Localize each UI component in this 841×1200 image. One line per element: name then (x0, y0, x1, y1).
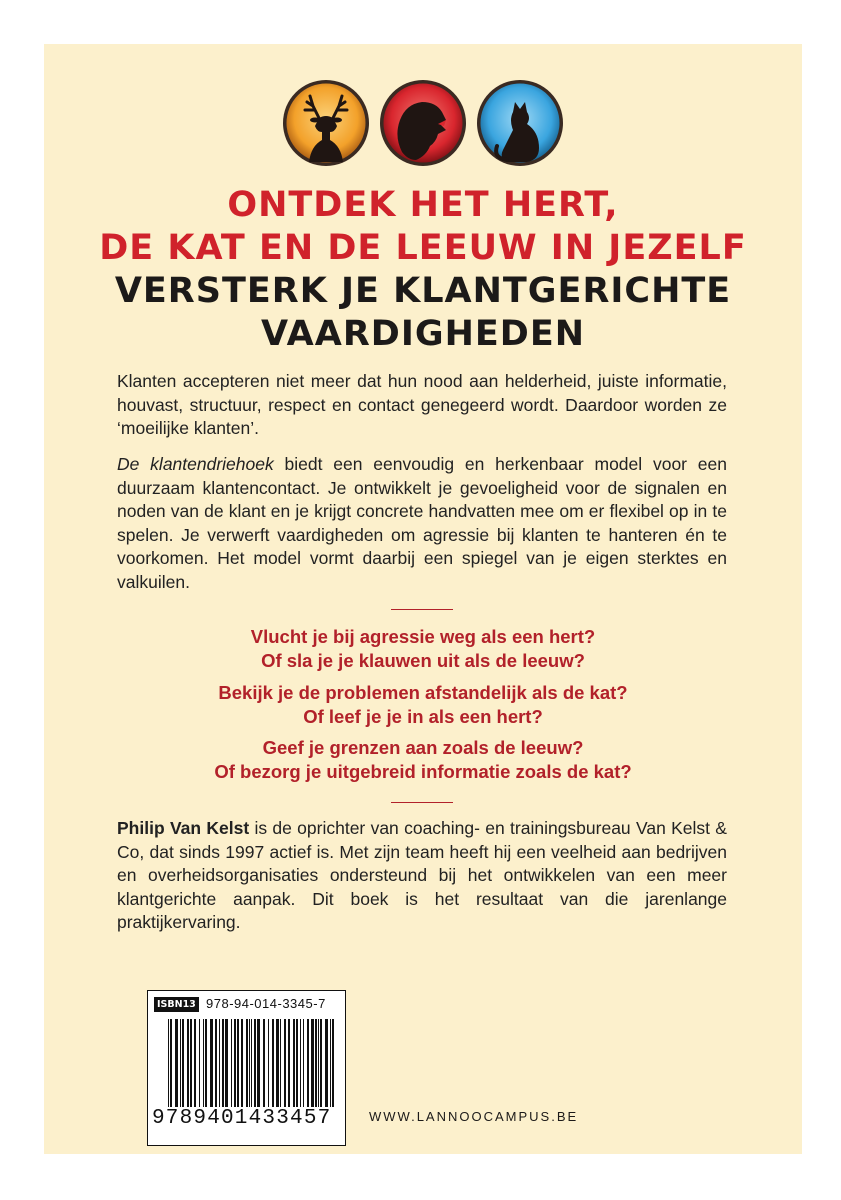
barcode-bar (293, 1019, 295, 1107)
question-1-line-2: Of sla je je klauwen uit als de leeuw? (261, 650, 585, 671)
barcode-bar (222, 1019, 224, 1107)
intro-paragraph-1 (117, 370, 727, 441)
cat-icon (477, 80, 563, 166)
intro-paragraph-2 (117, 453, 727, 595)
barcode-bar (330, 1019, 331, 1107)
question-3-line-1: Geef je grenzen aan zoals de leeuw? (262, 737, 584, 758)
barcode-bar (280, 1019, 281, 1107)
barcode-bar (168, 1019, 169, 1107)
isbn-label: ISBN13 (154, 997, 199, 1012)
headline-red-line-1: ONTDEK HET HERT, (227, 185, 619, 225)
barcode-bar (175, 1019, 178, 1107)
headline-black-line-1: VERSTERK JE KLANTGERICHTE (114, 271, 732, 311)
barcode-bar (187, 1019, 189, 1107)
barcode-bar (311, 1019, 314, 1107)
divider-top (391, 609, 453, 610)
deer-icon (283, 80, 369, 166)
barcode-bar (180, 1019, 181, 1107)
barcode-bar (263, 1019, 265, 1107)
barcode-bar (268, 1019, 269, 1107)
barcode-bar (332, 1019, 334, 1107)
intro-p2-text: biedt een eenvoudig en herkenbaar model voor een duurzaam klantencontact. Je ontwikkelt je gevoeligheid voor de signalen en noden van de klant en je krijgt concrete handvatten mee om er flexibel op in te spelen. Je verwerft vaardigheden om agressie bij klanten te hanteren én te voorkomen. Het model vormt daarbij een spiegel van je eigen sterktes en valkuilen. (117, 454, 728, 592)
barcode-digits: 9789401433457 (152, 1107, 332, 1130)
barcode-bar (194, 1019, 196, 1107)
author-bio-text: is de oprichter van coaching- en trainingsbureau Van Kelst & Co, dat sinds 1997 actief is. Met zijn team heeft hij een veelheid aan bedrijven en overheidsorganisaties ondersteund bij het ontwikkelen van een meer klantgerichte aanpak. Dit boek is het resultaat van die jarenlange praktijkervaring. (117, 818, 727, 933)
deer-medallion (283, 80, 369, 166)
barcode-bar (199, 1019, 200, 1107)
divider-bottom (391, 802, 453, 803)
lion-medallion (380, 80, 466, 166)
barcode-bar (241, 1019, 243, 1107)
barcode-bar (318, 1019, 319, 1107)
intro-p1-text: Klanten accepteren niet meer dat hun nood aan helderheid, juiste informatie, houvast, structuur, respect en contact genegeerd wordt. Daardoor worden ze ‘moeilijke klanten’. (117, 371, 727, 439)
barcode-bar (272, 1019, 274, 1107)
lion-icon (380, 80, 466, 166)
barcode-bar (257, 1019, 260, 1107)
barcode-bar (210, 1019, 213, 1107)
barcode-bar (254, 1019, 256, 1107)
barcode-bar (307, 1019, 309, 1107)
barcode-bar (246, 1019, 248, 1107)
barcode-bar (237, 1019, 239, 1107)
barcode-bar (231, 1019, 232, 1107)
barcode-bar (300, 1019, 301, 1107)
author-name: Philip Van Kelst (117, 818, 250, 838)
barcode-bar (325, 1019, 328, 1107)
barcode-bar (234, 1019, 236, 1107)
barcode-bar (251, 1019, 252, 1107)
barcode-bar (170, 1019, 172, 1107)
barcode-bar (315, 1019, 317, 1107)
barcode-bar (205, 1019, 207, 1107)
barcode-bar (288, 1019, 290, 1107)
question-2-line-2: Of leef je je in als een hert? (303, 706, 543, 727)
cat-medallion (477, 80, 563, 166)
headline-red-line-2: DE KAT EN DE LEEUW IN JEZELF (99, 228, 747, 268)
isbn-number: 978-94-014-3345-7 (206, 996, 326, 1011)
publisher-url[interactable]: WWW.LANNOOCAMPUS.BE (369, 1109, 579, 1124)
barcode-bar (249, 1019, 250, 1107)
barcode-bar (203, 1019, 204, 1107)
book-back-cover (44, 44, 802, 1154)
question-3-line-2: Of bezorg je uitgebreid informatie zoals de kat? (214, 761, 632, 782)
question-2-line-1: Bekijk je de problemen afstandelijk als de kat? (218, 682, 628, 703)
barcode-bar (182, 1019, 184, 1107)
isbn-barcode (147, 990, 346, 1146)
barcode-bar (320, 1019, 322, 1107)
animal-medallions (44, 80, 802, 170)
barcode-bars (168, 1019, 338, 1107)
barcode-bar (284, 1019, 286, 1107)
barcode-bar (276, 1019, 279, 1107)
barcode-bar (225, 1019, 228, 1107)
barcode-bar (219, 1019, 220, 1107)
headline-black-line-2: VAARDIGHEDEN (260, 314, 586, 354)
barcode-bar (303, 1019, 304, 1107)
barcode-bar (296, 1019, 298, 1107)
author-bio (117, 817, 727, 935)
question-1-line-1: Vlucht je bij agressie weg als een hert? (250, 626, 596, 647)
book-title-italic: De klantendriehoek (117, 454, 274, 474)
barcode-bar (190, 1019, 192, 1107)
barcode-bar (215, 1019, 217, 1107)
